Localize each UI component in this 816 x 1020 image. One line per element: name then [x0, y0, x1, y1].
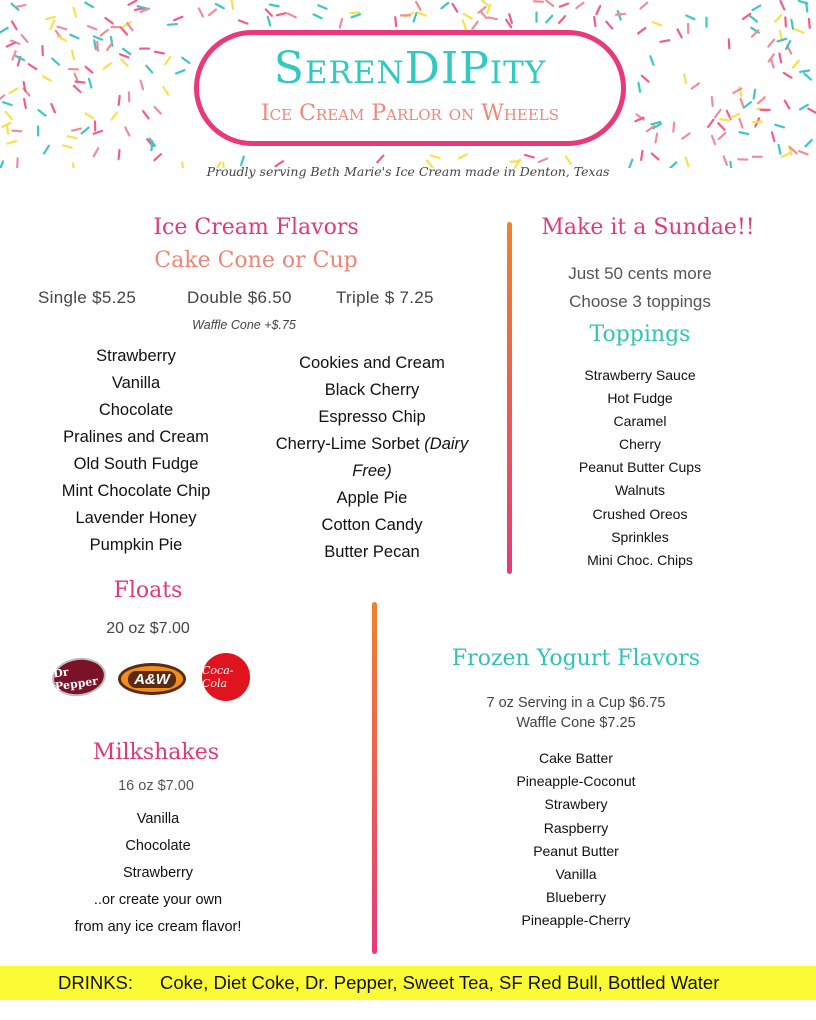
milkshake-item: from any ice cream flavor! — [74, 919, 242, 935]
topping-item: Mini Choc. Chips — [587, 551, 693, 568]
toppings-list — [530, 364, 750, 572]
topping-item: Walnuts — [614, 482, 666, 499]
sundae-choose: Choose 3 toppings — [569, 292, 711, 311]
price-double: Double $6.50 — [187, 288, 292, 307]
tagline: Proudly serving Beth Marie's Ice Cream made in Denton, Texas — [206, 164, 610, 179]
yogurt-cup-price: 7 oz Serving in a Cup $6.75 — [486, 695, 666, 711]
dairy-free-note-cont: Free) — [352, 462, 392, 480]
waffle-cone-note: Waffle Cone +$.75 — [192, 318, 296, 332]
list-item: Mint Chocolate Chip — [61, 482, 211, 500]
list-item: Strawberry — [96, 347, 176, 365]
coca-cola-logo: Coca-Cola — [202, 653, 250, 701]
brand-name: SerenDIPity — [273, 43, 547, 94]
topping-item: Caramel — [613, 413, 667, 430]
frozen-yogurt-title: Frozen Yogurt Flavors — [451, 646, 701, 671]
milkshake-item: ..or create your own — [93, 892, 223, 908]
ice-cream-subtitle: Cake Cone or Cup — [154, 248, 358, 273]
yogurt-flavor-item: Blueberry — [546, 889, 606, 906]
brand-banner — [194, 30, 626, 146]
topping-item: Crushed Oreos — [592, 505, 688, 522]
floats-title: Floats — [113, 578, 183, 603]
a-and-w-logo: A&W — [118, 663, 186, 695]
yogurt-flavor-item: Pineapple-Cherry — [521, 912, 631, 929]
yogurt-flavor-item: Raspberry — [543, 819, 609, 836]
frozen-yogurt-list — [466, 747, 686, 933]
topping-item: Strawberry Sauce — [584, 367, 696, 383]
yogurt-cone-price: Waffle Cone $7.25 — [516, 715, 636, 731]
brand-subtitle: Ice Cream Parlor on Wheels — [260, 101, 560, 126]
price-triple: Triple $ 7.25 — [336, 288, 434, 307]
milkshakes-title: Milkshakes — [92, 740, 220, 765]
ice-cream-flavors-column-2 — [252, 350, 492, 566]
milkshake-item: Strawberry — [122, 865, 194, 881]
ice-cream-title: Ice Cream Flavors — [153, 215, 359, 240]
drinks-label: DRINKS: — [58, 972, 134, 993]
floats-price: 20 oz $7.00 — [106, 620, 190, 637]
yogurt-flavor-item: Cake Batter — [539, 750, 613, 766]
list-item: Cotton Candy — [321, 516, 423, 534]
list-item: Apple Pie — [336, 489, 408, 507]
ice-cream-flavors-column-1 — [26, 343, 246, 559]
list-item-sorbet — [252, 431, 492, 458]
topping-item: Sprinkles — [611, 528, 669, 545]
price-single: Single $5.25 — [38, 288, 137, 307]
list-item: Chocolate — [98, 401, 174, 419]
list-item: Black Cherry — [324, 381, 420, 399]
yogurt-flavor-item: Pineapple-Coconut — [516, 773, 636, 790]
dr-pepper-logo: Dr Pepper — [50, 654, 109, 699]
list-item: Butter Pecan — [324, 543, 420, 561]
drinks-bar — [0, 966, 816, 1000]
topping-item: Cherry — [618, 436, 661, 453]
milkshake-item: Vanilla — [136, 811, 180, 827]
sundae-title: Make it a Sundae!! — [541, 215, 755, 240]
milkshake-item: Chocolate — [125, 838, 191, 854]
divider-vertical-right — [507, 222, 512, 574]
yogurt-flavor-item: Peanut Butter — [533, 842, 619, 859]
yogurt-flavor-item: Vanilla — [555, 866, 597, 883]
list-item: Cookies and Cream — [299, 354, 445, 372]
drinks-list: Coke, Diet Coke, Dr. Pepper, Sweet Tea, SF Red Bull, Bottled Water — [160, 972, 720, 993]
toppings-title: Toppings — [589, 322, 691, 347]
list-item-sorbet-cont — [252, 458, 492, 485]
yogurt-flavor-item: Strawbery — [544, 796, 608, 813]
topping-item: Peanut Butter Cups — [578, 459, 702, 476]
list-item: Old South Fudge — [73, 455, 199, 473]
list-item: Lavender Honey — [75, 509, 197, 527]
dairy-free-note: (Dairy — [424, 435, 469, 453]
list-item: Vanilla — [111, 374, 161, 392]
sorbet-name: Cherry-Lime Sorbet — [275, 435, 420, 453]
topping-item: Hot Fudge — [607, 390, 673, 407]
divider-vertical-left — [372, 602, 377, 954]
milkshakes-list — [40, 806, 276, 941]
list-item: Espresso Chip — [318, 408, 426, 426]
list-item: Pumpkin Pie — [89, 536, 183, 554]
milkshakes-price: 16 oz $7.00 — [118, 778, 194, 794]
list-item: Pralines and Cream — [63, 428, 209, 446]
sundae-price: Just 50 cents more — [568, 264, 712, 283]
